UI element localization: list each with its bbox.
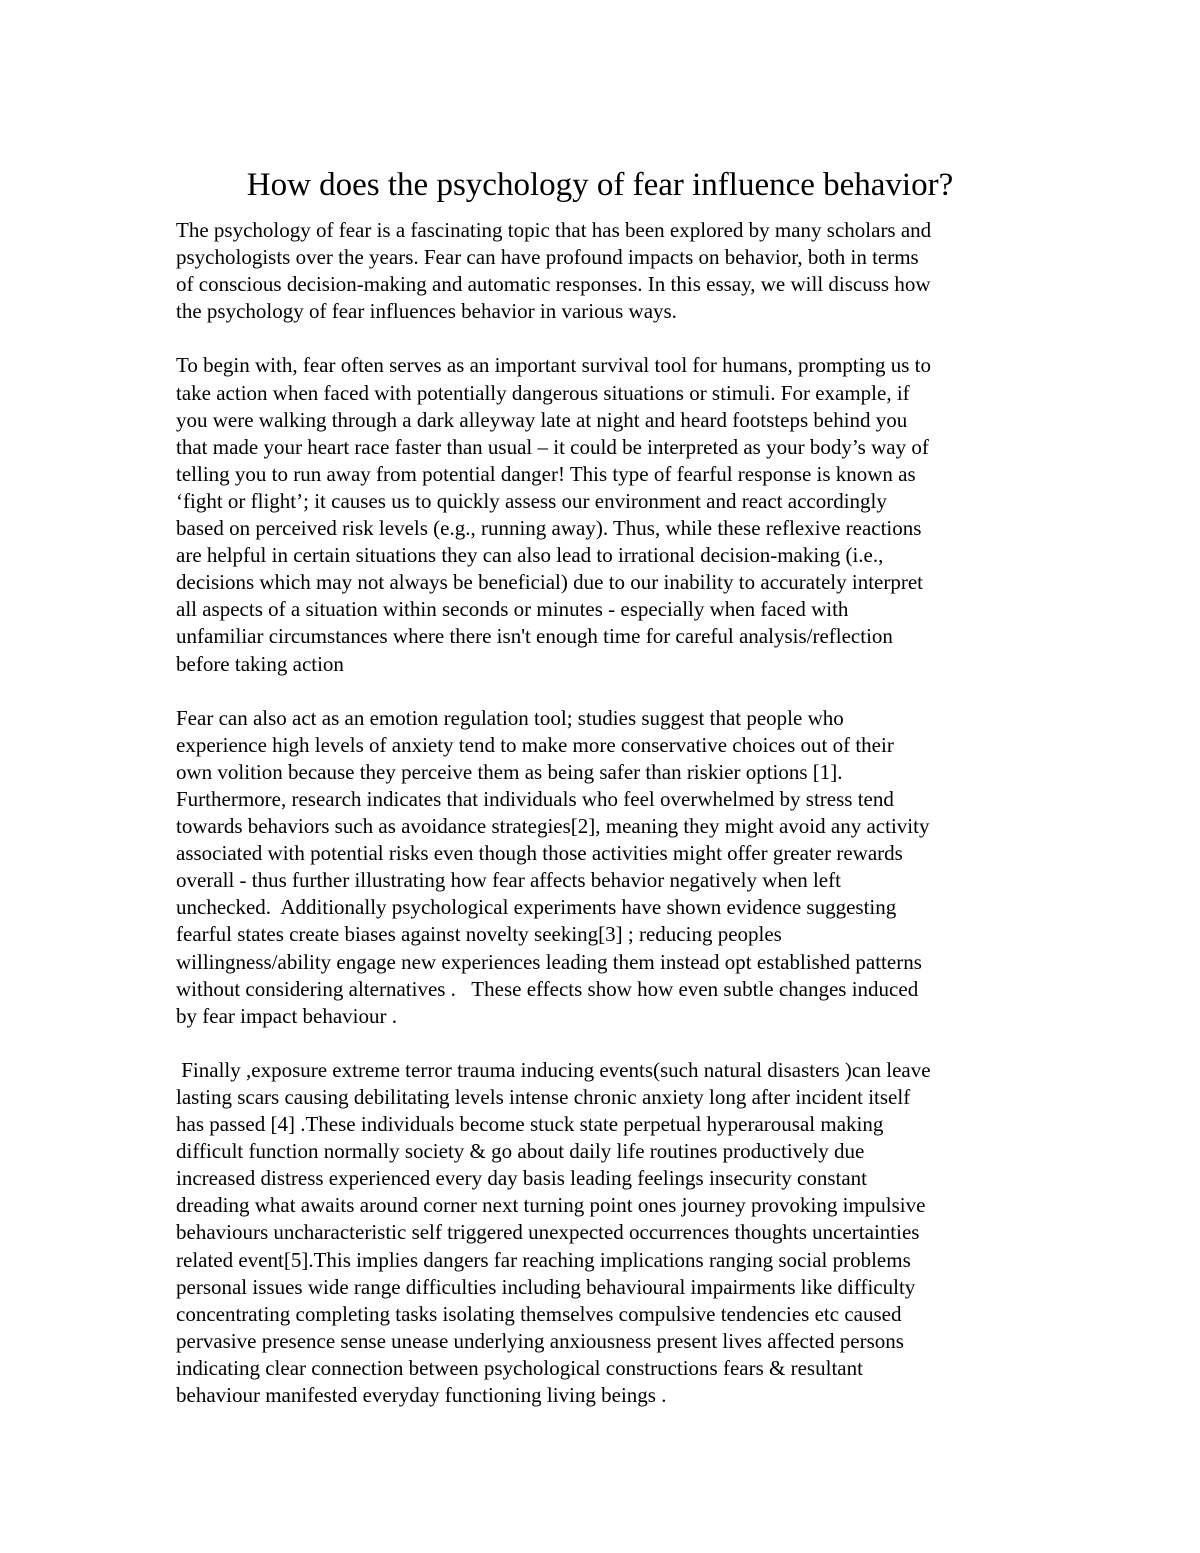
text-line: Furthermore, research indicates that individuals who feel overwhelmed by stress tend [176, 786, 894, 811]
document-body [176, 217, 1046, 1436]
text-line: difficult function normally society & go about daily life routines productively due [176, 1139, 865, 1164]
text-line: pervasive presence sense unease underlying anxiousness present lives affected persons [176, 1328, 904, 1353]
text-line: by fear impact behaviour . [176, 1003, 397, 1028]
paragraph [176, 1057, 1046, 1409]
text-line: fearful states create biases against novelty seeking[3] ; reducing peoples [176, 922, 782, 947]
text-line: the psychology of fear influences behavior in various ways. [176, 299, 677, 324]
text-line: lasting scars causing debilitating levels intense chronic anxiety long after incident itself [176, 1085, 911, 1109]
text-line: overall - thus further illustrating how fear affects behavior negatively when left [176, 868, 841, 893]
paragraph [176, 705, 1046, 1030]
text-line: associated with potential risks even though those activities might offer greater rewards [176, 841, 903, 866]
text-line: related event[5].This implies dangers far reaching implications ranging social problems [176, 1247, 911, 1272]
text-line: unfamiliar circumstances where there isn't enough time for careful analysis/reflection [176, 624, 893, 649]
text-line: indicating clear connection between psychological constructions fears & resultant [176, 1355, 863, 1380]
text-line: willingness/ability engage new experiences leading them instead opt established patterns [176, 949, 922, 974]
text-line: that made your heart race faster than usual – it could be interpreted as your body’s way of [176, 434, 929, 459]
text-line: dreading what awaits around corner next turning point ones journey provoking impulsive [176, 1193, 926, 1218]
text-line: without considering alternatives . These effects show how even subtle changes induced [176, 976, 919, 1001]
text-line: based on perceived risk levels (e.g., running away). Thus, while these reflexive reactions [176, 516, 922, 541]
text-line: unchecked. Additionally psychological experiments have shown evidence suggesting [176, 895, 897, 920]
text-line: all aspects of a situation within seconds or minutes - especially when faced with [176, 597, 849, 622]
text-line: experience high levels of anxiety tend to make more conservative choices out of their [176, 732, 894, 757]
text-line: Fear can also act as an emotion regulation tool; studies suggest that people who [176, 705, 844, 730]
text-line: Finally ,exposure extreme terror trauma inducing events(such natural disasters )can leave [176, 1057, 931, 1082]
text-line: decisions which may not always be beneficial) due to our inability to accurately interpret [176, 570, 923, 595]
document-title: How does the psychology of fear influence behavior? [246, 167, 954, 203]
text-line: concentrating completing tasks isolating themselves compulsive tendencies etc caused [176, 1301, 902, 1326]
paragraph [176, 217, 1046, 325]
text-line: of conscious decision-making and automatic responses. In this essay, we will discuss how [176, 272, 931, 297]
text-line: increased distress experienced every day basis leading feelings insecurity constant [176, 1166, 868, 1191]
text-line: take action when faced with potentially dangerous situations or stimuli. For example, if [176, 380, 910, 405]
text-line: towards behaviors such as avoidance strategies[2], meaning they might avoid any activity [176, 814, 930, 839]
text-line: own volition because they perceive them as being safer than riskier options [1]. [176, 759, 843, 784]
text-line: behaviours uncharacteristic self triggered unexpected occurrences thoughts uncertainties [176, 1220, 920, 1245]
paragraph [176, 352, 1046, 677]
text-line: psychologists over the years. Fear can have profound impacts on behavior, both in terms [176, 245, 919, 270]
text-line: behaviour manifested everyday functioning living beings . [176, 1383, 667, 1408]
text-line: The psychology of fear is a fascinating topic that has been explored by many scholars and [176, 218, 932, 242]
text-line: are helpful in certain situations they can also lead to irrational decision-making (i.e., [176, 543, 884, 568]
text-line: you were walking through a dark alleyway late at night and heard footsteps behind you [176, 407, 908, 432]
text-line: has passed [4] .These individuals become stuck state perpetual hyperarousal making [176, 1112, 884, 1137]
text-line: personal issues wide range difficulties including behavioural impairments like difficulty [176, 1274, 916, 1299]
text-line: To begin with, fear often serves as an important survival tool for humans, prompting us to [176, 353, 931, 378]
text-line: before taking action [176, 651, 344, 676]
text-line: telling you to run away from potential danger! This type of fearful response is known as [176, 461, 916, 486]
text-line: ‘fight or flight’; it causes us to quickly assess our environment and react accordingly [176, 488, 887, 513]
